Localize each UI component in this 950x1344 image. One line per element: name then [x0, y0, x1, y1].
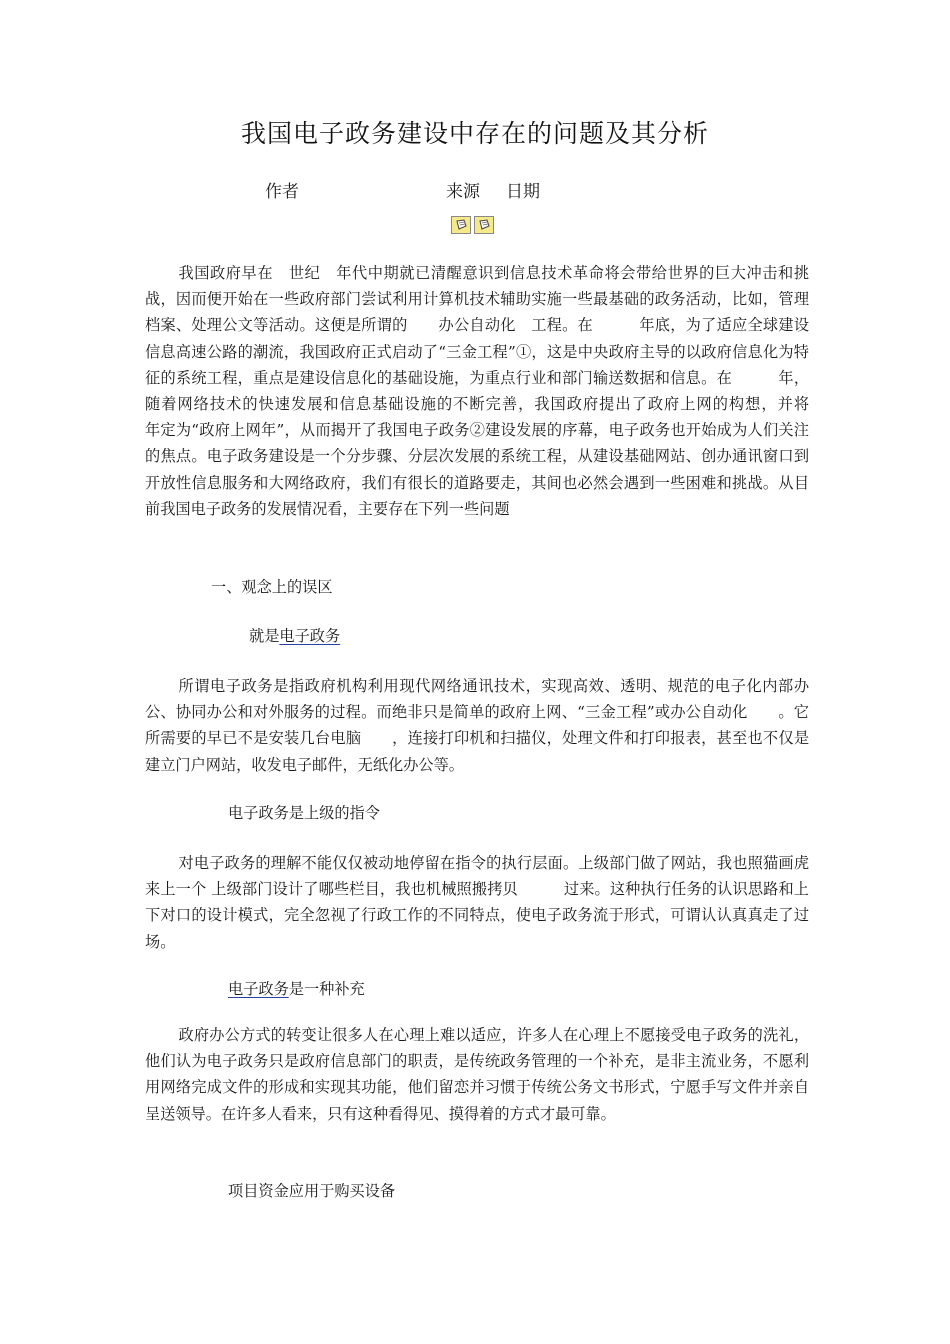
subheading-3-suffix: 是一种补充 — [288, 980, 365, 998]
source-label: 来源 — [446, 182, 480, 202]
subheading-3 — [228, 978, 365, 999]
subheading-1-prefix: 就是 — [249, 627, 280, 645]
author-label: 作者 — [265, 182, 299, 202]
page-title: 我国电子政务建设中存在的问题及其分析 — [240, 119, 709, 148]
subheading-1 — [249, 625, 340, 646]
e-gov-link[interactable]: 电子政务 — [228, 980, 289, 998]
print-icon[interactable] — [451, 216, 471, 234]
subheading-2: 电子政务是上级的指令 — [228, 804, 380, 822]
section-heading: 一、观念上的误区 — [211, 578, 333, 596]
print-icon[interactable] — [474, 216, 494, 234]
paragraph-1: 所谓电子政务是指政府机构利用现代网络通讯技术，实现高效、透明、规范的电子化内部办公、协同办公和对外服务的过程。而绝非只是简单的政府上网、“三金工程”或办公自动化 。它所需要的早已不是安装几台电脑 ，连接打印机和扫描仪，处理文件和打印报表，甚至也不仅是建立门户网站，收发电子邮件，无纸化办公等。 — [145, 677, 809, 774]
icon-bar — [451, 216, 494, 234]
e-gov-link[interactable]: 电子政务 — [279, 627, 341, 645]
intro-paragraph: 我国政府早在 世纪 年代中期就已清醒意识到信息技术革命将会带给世界的巨大冲击和挑战，因而便开始在一些政府部门尝试利用计算机技术辅助实施一些最基础的政务活动，比如，管理档案、处理公文等活动。这便是所谓的 办公自动化 工程。在 年底，为了适应全球建设信息高速公路的潮流，我国政府正式启动了“三金工程”①，这是中央政府主导的以政府信息化为特征的系统工程，重点是建设信息化的基础设施，为重点行业和部门输送数据和信息。在 年，随着网络技术的快速发展和信息基础设施的不断完善，我国政府提出了政府上网的构想，并将 年定为“政府上网年”，从而揭开了我国电子政务②建设发展的序幕，电子政务也开始成为人们关注的焦点。电子政务建设是一个分步骤、分层次发展的系统工程，从建设基础网站、创办通讯窗口到开放性信息服务和大网络政府，我们有很长的道路要走，其间也必然会遇到一些困难和挑战。从目前我国电子政务的发展情况看，主要存在下列一些问题 — [145, 264, 855, 518]
paragraph-3: 政府办公方式的转变让很多人在心理上难以适应，许多人在心理上不愿接受电子政务的洗礼，他们认为电子政务只是政府信息部门的职责，是传统政务管理的一个补充，是非主流业务，不愿利用网络完成文件的形成和实现其功能，他们留恋并习惯于传统公务文书形式，宁愿手写文件并亲自呈送领导。在许多人看来，只有这种看得见、摸得着的方式才最可靠。 — [145, 1026, 809, 1123]
subheading-4: 项目资金应用于购买设备 — [228, 1182, 396, 1200]
date-label: 日期 — [506, 182, 540, 202]
paragraph-2: 对电子政务的理解不能仅仅被动地停留在指令的执行层面。上级部门做了网站，我也照猫画虎来上一个 上级部门设计了哪些栏目，我也机械照搬拷贝 过来。这种执行任务的认识思路和上下对口的设计模式，完全忽视了行政工作的不同特点，使电子政务流于形式，可谓认认真真走了过场。 — [145, 854, 809, 951]
